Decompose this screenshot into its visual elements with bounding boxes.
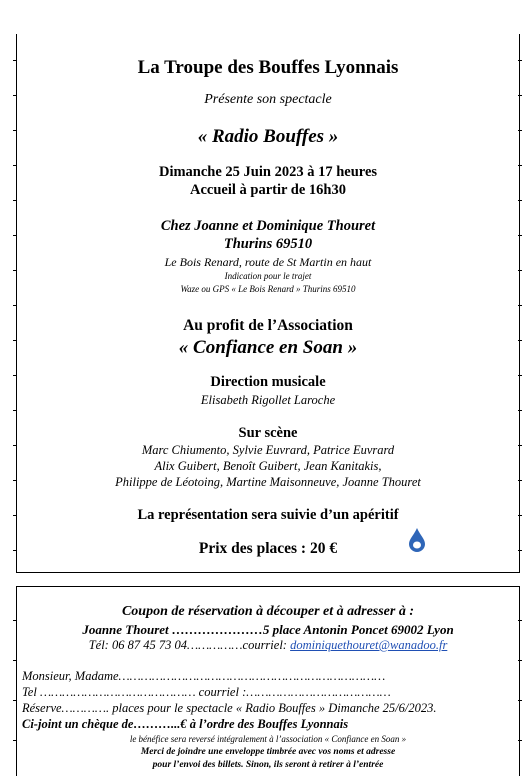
welcome-time: Accueil à partir de 16h30	[190, 182, 346, 198]
presents-line: Présente son spectacle	[204, 92, 332, 107]
association-name: « Confiance en Soan »	[178, 337, 358, 358]
gps-note: Waze ou GPS « Le Bois Renard » Thurins 69510	[180, 284, 356, 294]
coupon-contact	[16, 638, 520, 653]
town: Thurins 69510	[223, 236, 313, 252]
flyer-bottom-border	[16, 572, 520, 573]
coupon-addressee: Joanne Thouret …………………5 place Antonin Poncet 69002 Lyon	[82, 622, 454, 637]
form-reserve-line[interactable]: Réserve…………. places pour le spectacle « Radio Bouffes » Dimanche 25/6/2023.	[22, 701, 437, 715]
address: Le Bois Renard, route de St Martin en haut	[164, 255, 372, 269]
coupon-benefit-note: le bénéfice sera reversé intégralement à l’association « Confiance en Soan »	[129, 734, 407, 744]
cast-line-3: Philippe de Léotoing, Martine Maisonneuve, Joanne Thouret	[115, 475, 421, 489]
aperitif-note: La représentation sera suivie d’un apéritif	[137, 507, 399, 523]
host-name: Chez Joanne et Dominique Thouret	[160, 218, 376, 234]
coupon-phone: Tél: 06 87 45 73 04……………courriel:	[88, 638, 291, 652]
music-heading: Direction musicale	[210, 374, 326, 390]
flyer-right-border	[519, 34, 520, 573]
stage-heading: Sur scène	[238, 425, 298, 441]
flyer-left-border	[16, 34, 17, 573]
form-cheque-line[interactable]: Ci-joint un chèque de………...€ à l’ordre des Bouffes Lyonnais	[22, 717, 349, 731]
coupon-top-border	[16, 586, 520, 587]
benefit-label: Au profit de l’Association	[183, 317, 353, 334]
ticket-price: Prix des places : 20 €	[198, 540, 338, 557]
form-name-line[interactable]: Monsieur, Madame………………………………………………………………	[22, 669, 386, 683]
show-title: « Radio Bouffes »	[197, 126, 339, 147]
music-director: Elisabeth Rigollet Laroche	[200, 393, 336, 407]
coupon-tickets-note: pour l’envoi des billets. Sinon, ils seront à retirer à l’entrée	[152, 760, 384, 770]
troupe-name: La Troupe des Bouffes Lyonnais	[137, 57, 399, 78]
form-tel-line[interactable]: Tel …………………………………… courriel :…………………………………	[22, 685, 391, 699]
coupon-envelope-note: Merci de joindre une enveloppe timbrée avec vos noms et adresse	[140, 747, 396, 757]
cast-line-2: Alix Guibert, Benoît Guibert, Jean Kanitakis,	[154, 459, 382, 473]
water-drop-icon	[406, 527, 428, 553]
show-date: Dimanche 25 Juin 2023 à 17 heures	[158, 164, 378, 180]
coupon-heading: Coupon de réservation à découper et à adresser à :	[121, 604, 415, 619]
coupon-email-link[interactable]: dominiquethouret@wanadoo.fr	[290, 638, 448, 652]
cast-line-1: Marc Chiumento, Sylvie Euvrard, Patrice Euvrard	[141, 443, 395, 457]
route-note: Indication pour le trajet	[224, 271, 312, 281]
